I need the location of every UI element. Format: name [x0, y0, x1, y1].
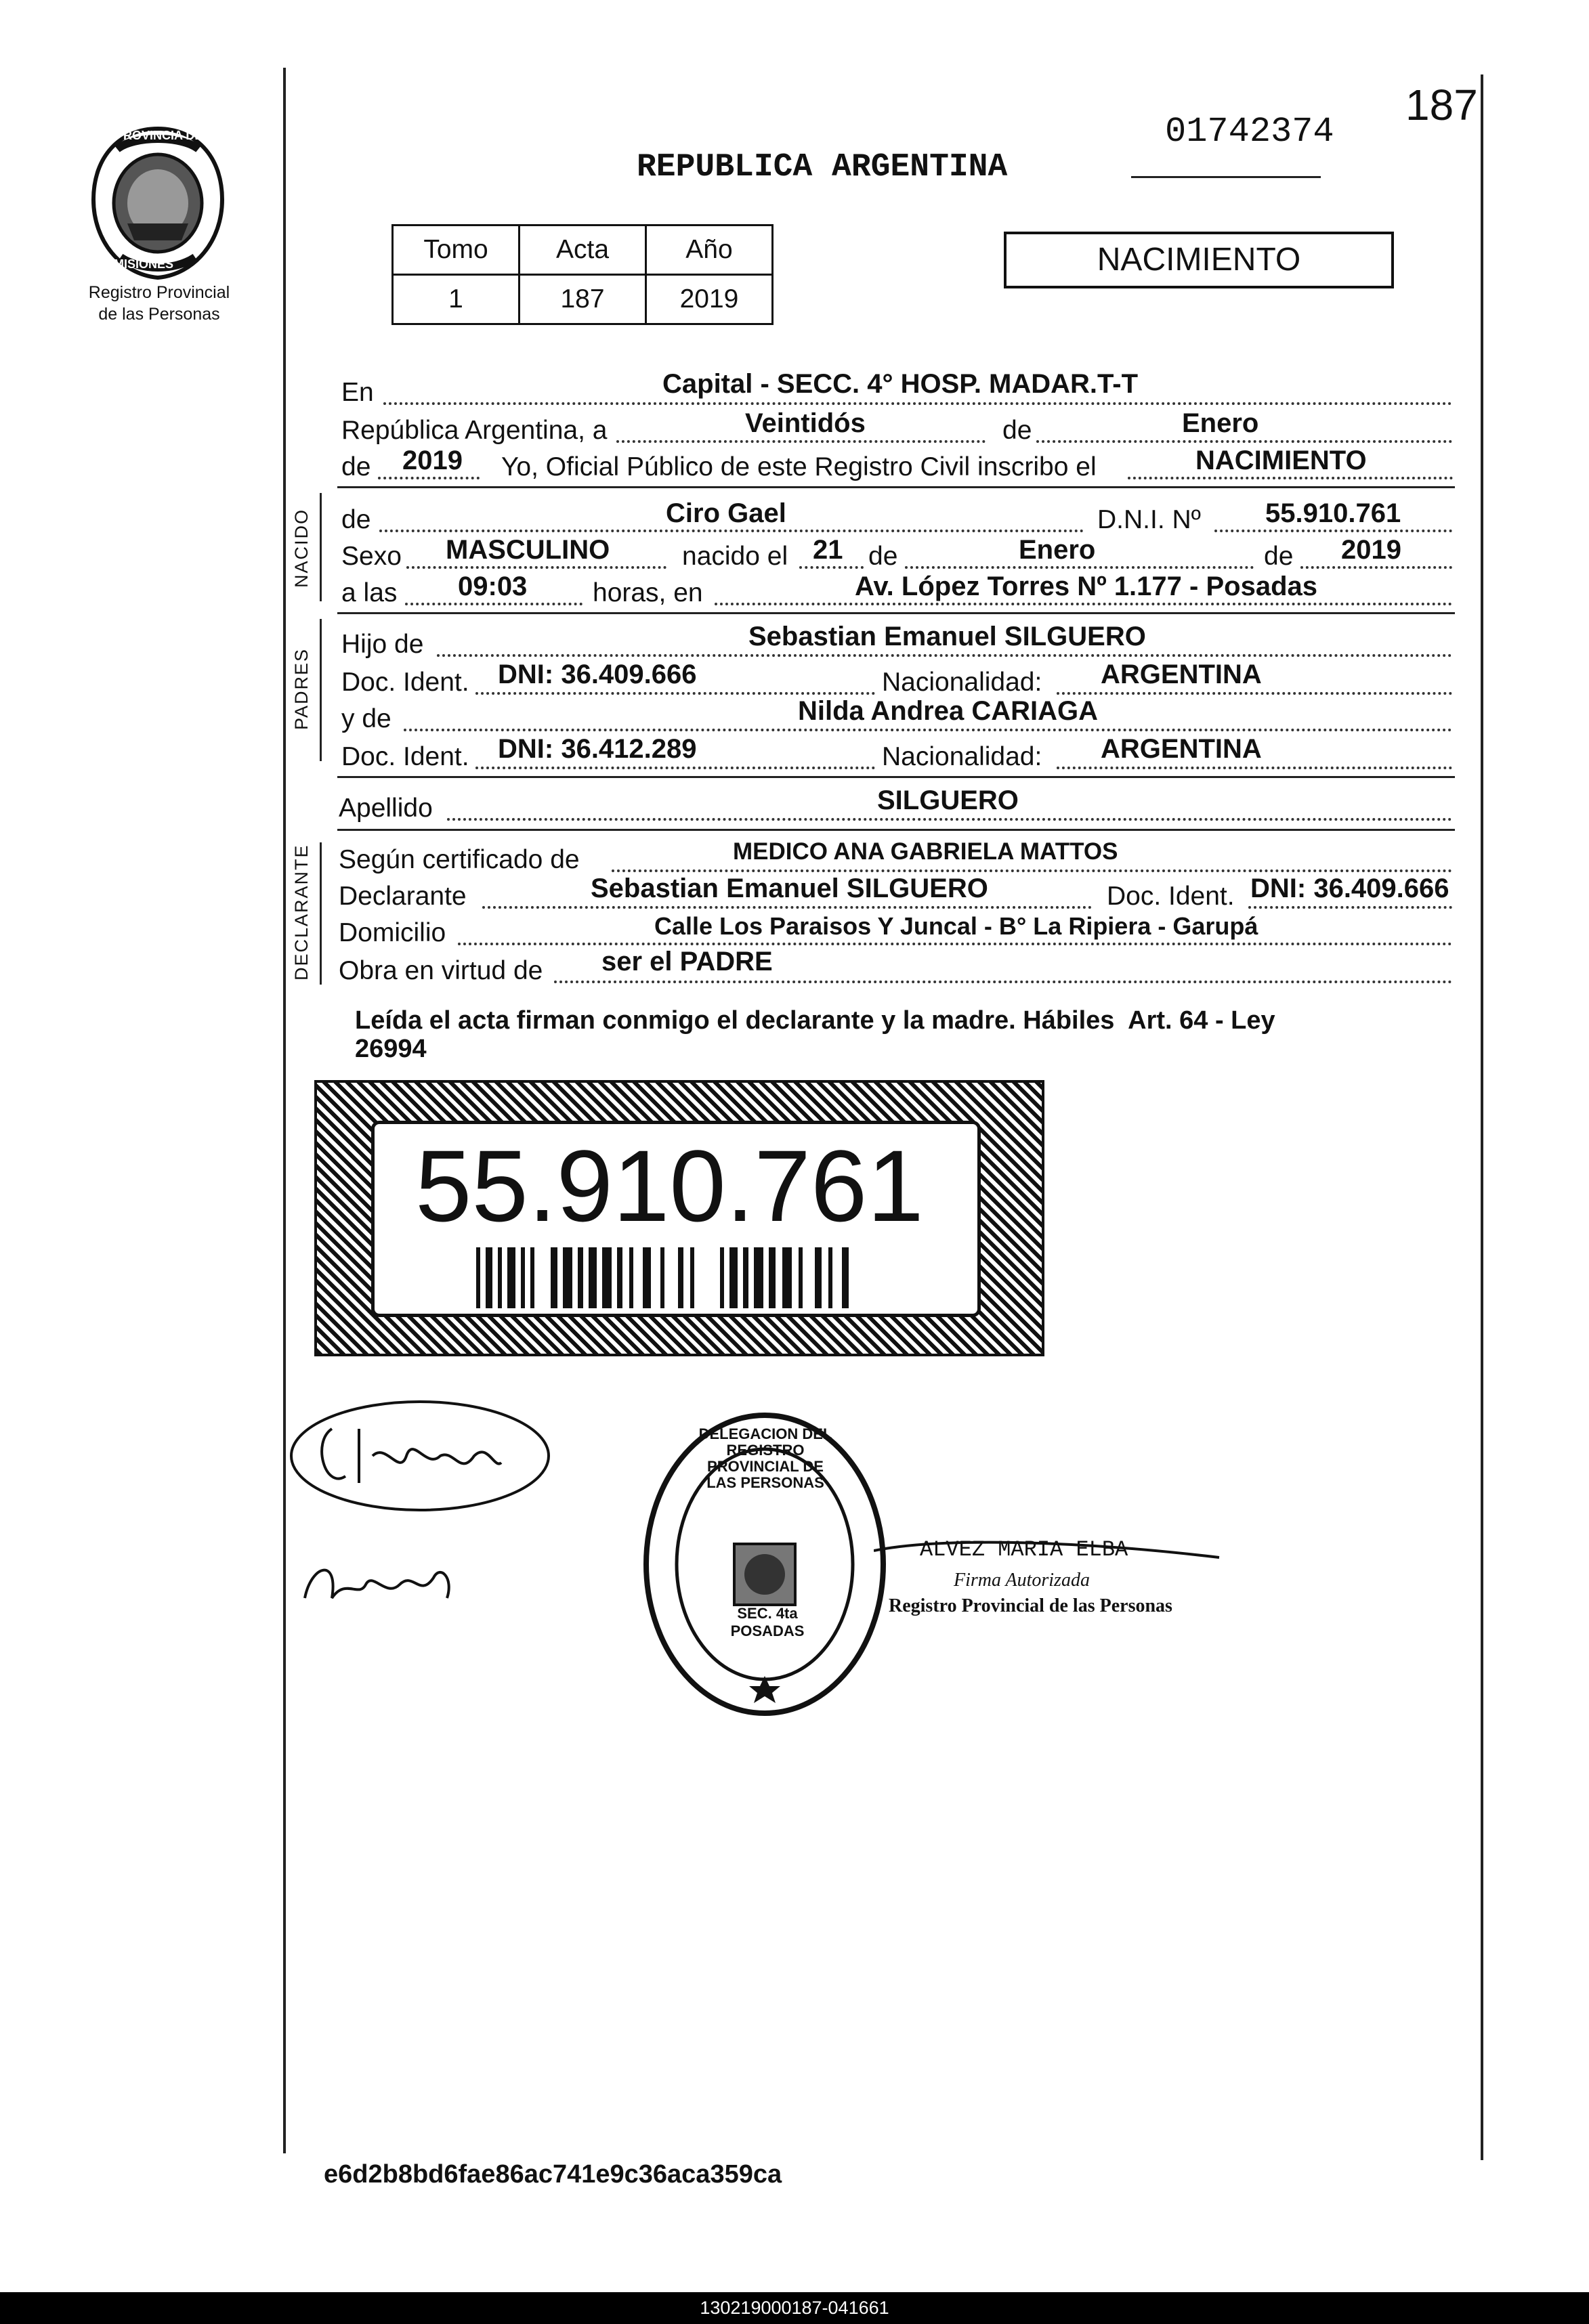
father-name-value: Sebastian Emanuel SILGUERO [748, 622, 1146, 651]
dotted-line [405, 603, 582, 605]
declarante-label: Declarante [339, 882, 467, 911]
nacido-el-label: nacido el [682, 542, 788, 571]
official-title: Firma Autorizada [954, 1570, 1090, 1591]
dotted-line [404, 729, 1452, 731]
dotted-line [383, 402, 1452, 405]
birth-month-value: Enero [1019, 535, 1096, 565]
obra-en-virtud-label: Obra en virtud de [339, 956, 543, 985]
dotted-line [1214, 530, 1452, 532]
nacionalidad-label: Nacionalidad: [882, 668, 1042, 697]
obra-value: ser el PADRE [601, 947, 773, 976]
yo-oficial-text: Yo, Oficial Público de este Registro Civil inscribo el [501, 452, 1097, 481]
dotted-line [475, 692, 875, 695]
de2-label: de [341, 452, 371, 481]
y-de-label: y de [341, 704, 391, 733]
serial-underline [1131, 176, 1321, 178]
section-bracket [320, 493, 322, 601]
domicilio-label: Domicilio [339, 918, 446, 947]
doc-ident-label-2: Doc. Ident. [341, 742, 469, 771]
child-name-value: Ciro Gael [666, 498, 786, 528]
apellido-value: SILGUERO [877, 786, 1019, 815]
father-doc-value: DNI: 36.409.666 [498, 660, 697, 689]
stamp-ring-text: DELEGACION DEL REGISTRO PROVINCIAL DE LAS PERSONAS [698, 1425, 832, 1491]
month-value: Enero [1182, 408, 1259, 438]
dotted-line [482, 906, 1092, 909]
bottom-code-bar [0, 2292, 1589, 2324]
dotted-line [458, 943, 1452, 945]
de-label-3: de [1264, 542, 1294, 571]
closing-line-2: 26994 [355, 1035, 427, 1063]
mother-name-value: Nilda Andrea CARIAGA [798, 696, 1099, 726]
alas-label: a las [341, 578, 398, 607]
doc-type-box [1004, 232, 1394, 288]
acta-header: Acta [520, 225, 646, 275]
mother-signature [298, 1537, 474, 1618]
day-words-value: Veintidós [745, 408, 866, 438]
doc-type-label: NACIMIENTO [1097, 242, 1301, 278]
sexo-label: Sexo [341, 542, 402, 571]
section-padres: PADRES [291, 647, 312, 730]
place-value: Capital - SECC. 4° HOSP. MADAR.T-T [662, 369, 1139, 399]
dotted-line [1300, 566, 1452, 569]
serial-number: 01742374 [1165, 112, 1334, 152]
nacionalidad-label-2: Nacionalidad: [882, 742, 1042, 771]
dotted-line [1036, 440, 1452, 443]
horas-en-label: horas, en [593, 578, 703, 607]
dotted-line [378, 477, 480, 479]
declarant-signature [284, 1388, 555, 1537]
dotted-line [1057, 692, 1452, 695]
separator [337, 486, 1455, 488]
dotted-line [715, 603, 1452, 605]
page-number: 187 [1405, 81, 1478, 129]
separator [337, 612, 1455, 614]
section-bracket [320, 842, 322, 985]
dotted-line [1128, 477, 1453, 479]
dotted-line [379, 530, 1084, 532]
mother-nationality-value: ARGENTINA [1101, 734, 1262, 764]
document-hash: e6d2b8bd6fae86ac741e9c36aca359ca [324, 2160, 782, 2189]
section-declarante: DECLARANTE [291, 844, 312, 981]
section-nacido: NACIDO [291, 508, 312, 588]
mother-doc-value: DNI: 36.412.289 [498, 734, 697, 764]
sexo-value: MASCULINO [446, 535, 610, 565]
dotted-line [612, 869, 1452, 872]
child-dni-value: 55.910.761 [1265, 498, 1401, 528]
left-margin-line [283, 68, 286, 2153]
certificate-value: MEDICO ANA GABRIELA MATTOS [733, 838, 1118, 865]
dotted-line [1248, 906, 1452, 909]
address-value: Calle Los Paraisos Y Juncal - B° La Ripiera - Garupá [654, 912, 1258, 940]
event-value: NACIMIENTO [1195, 446, 1367, 475]
dotted-line [475, 767, 875, 769]
official-office: Registro Provincial de las Personas [889, 1595, 1172, 1616]
barcode [476, 1247, 910, 1308]
dotted-line [406, 566, 666, 569]
year-value: 2019 [402, 446, 463, 475]
dotted-line [554, 981, 1452, 983]
bottom-code-text: 130219000187-041661 [700, 2298, 889, 2318]
dotted-line [437, 654, 1452, 657]
doc-ident-label: Doc. Ident. [341, 668, 469, 697]
dotted-line [799, 566, 864, 569]
dotted-line [616, 440, 986, 443]
dotted-line [1057, 767, 1452, 769]
tomo-value: 1 [393, 275, 520, 324]
nacido-de-label: de [341, 505, 371, 534]
de-label-2: de [868, 542, 898, 571]
stamp-center-text: SEC. 4ta POSADAS [730, 1605, 805, 1639]
volume-table [391, 224, 774, 325]
father-nationality-value: ARGENTINA [1101, 660, 1262, 689]
time-value: 09:03 [458, 572, 528, 601]
dni-sticker-inner [371, 1121, 981, 1317]
segun-certificado-label: Según certificado de [339, 845, 580, 874]
birth-year-value: 2019 [1341, 535, 1401, 565]
apellido-label: Apellido [339, 794, 433, 823]
separator [337, 829, 1455, 831]
declarant-doc-value: DNI: 36.409.666 [1250, 874, 1449, 903]
closing-line-1: Leída el acta firman conmigo el declarante y la madre. Hábiles Art. 64 - Ley [355, 1006, 1275, 1035]
tomo-header: Tomo [393, 225, 520, 275]
separator [337, 776, 1455, 778]
seal-text-bottom: MISIONES [114, 257, 174, 271]
declarant-name-value: Sebastian Emanuel SILGUERO [591, 874, 988, 903]
dni-sticker [314, 1080, 1044, 1356]
de-label: de [1002, 416, 1032, 445]
country-title: REPUBLICA ARGENTINA [637, 149, 1008, 186]
dni-label: D.N.I. Nº [1097, 505, 1201, 534]
dotted-line [905, 566, 1254, 569]
doc-ident-label-3: Doc. Ident. [1107, 882, 1235, 911]
republica-label: República Argentina, a [341, 416, 608, 445]
anio-value: 2019 [646, 275, 773, 324]
registry-name-line1: Registro Provincial [88, 283, 230, 302]
dni-sticker-number: 55.910.761 [415, 1129, 924, 1243]
seal-text-top: PROVINCIA DE [115, 129, 203, 142]
official-name: ALVEZ MARIA ELBA [920, 1537, 1128, 1562]
registry-name-line2: de las Personas [98, 305, 220, 324]
en-label: En [341, 378, 374, 407]
birth-place-value: Av. López Torres Nº 1.177 - Posadas [855, 572, 1317, 601]
section-bracket [320, 619, 322, 761]
birth-day-value: 21 [813, 535, 843, 565]
acta-value: 187 [520, 275, 646, 324]
anio-header: Año [646, 225, 773, 275]
hijo-de-label: Hijo de [341, 630, 424, 659]
right-margin-line [1481, 74, 1483, 2160]
dotted-line [447, 818, 1452, 821]
